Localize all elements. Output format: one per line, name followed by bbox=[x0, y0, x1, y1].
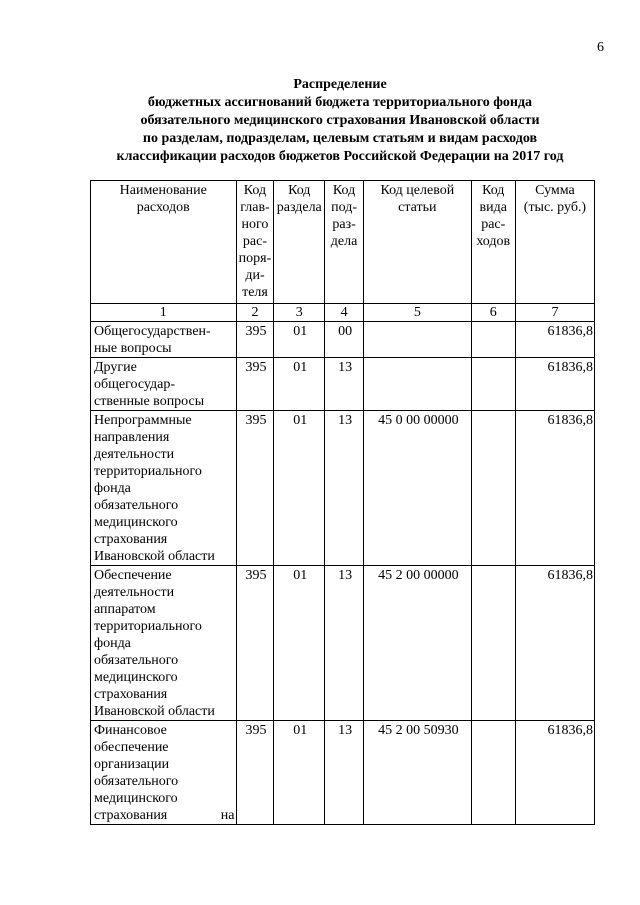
section-code-cell: 01 bbox=[274, 358, 325, 411]
amount-cell: 61836,8 bbox=[515, 358, 594, 411]
page-number: 6 bbox=[597, 40, 604, 55]
expense-type-cell bbox=[471, 322, 515, 358]
section-code-cell: 01 bbox=[274, 721, 325, 825]
header-expense-type-code: Код вида рас- ходов bbox=[471, 181, 515, 304]
header-subsection-code: Код под- раз- дела bbox=[325, 181, 364, 304]
target-article-cell bbox=[364, 358, 472, 411]
subsection-code-cell: 13 bbox=[325, 566, 364, 721]
column-number: 2 bbox=[236, 304, 274, 322]
target-article-cell: 45 2 00 50930 bbox=[364, 721, 472, 825]
column-number: 7 bbox=[515, 304, 594, 322]
budget-allocation-table bbox=[90, 180, 595, 825]
target-article-cell: 45 0 00 00000 bbox=[364, 411, 472, 566]
column-number: 4 bbox=[325, 304, 364, 322]
subsection-code-cell: 00 bbox=[325, 322, 364, 358]
expense-name-cell: Общегосударствен- ные вопросы bbox=[91, 322, 237, 358]
expense-name-last-line: страхования на bbox=[94, 808, 235, 823]
expense-name-cell: Обеспечение деятельности аппаратом территориального фонда обязательного медицинского страхования Ивановской области bbox=[91, 566, 237, 721]
target-article-cell bbox=[364, 322, 472, 358]
amount-cell: 61836,8 bbox=[515, 411, 594, 566]
header-grbs-code: Код глав- ного рас- поря- ди- теля bbox=[236, 181, 274, 304]
amount-cell: 61836,8 bbox=[515, 566, 594, 721]
title-line: обязательного медицинского страхования Ивановской области bbox=[140, 113, 540, 128]
table-row bbox=[91, 358, 595, 411]
amount-cell: 61836,8 bbox=[515, 322, 594, 358]
expense-name-cell bbox=[91, 721, 237, 825]
target-article-cell: 45 2 00 00000 bbox=[364, 566, 472, 721]
header-section-code: Код раздела bbox=[274, 181, 325, 304]
table-row bbox=[91, 566, 595, 721]
column-number: 5 bbox=[364, 304, 472, 322]
amount-cell: 61836,8 bbox=[515, 721, 594, 825]
table-row bbox=[91, 322, 595, 358]
expense-name-text: Финансовое обеспечение организации обязательного медицинского bbox=[94, 723, 179, 806]
subsection-code-cell: 13 bbox=[325, 411, 364, 566]
expense-type-cell bbox=[471, 566, 515, 721]
expense-type-cell bbox=[471, 358, 515, 411]
expense-type-cell bbox=[471, 721, 515, 825]
section-code-cell: 01 bbox=[274, 411, 325, 566]
header-expense-name: Наименование расходов bbox=[91, 181, 237, 304]
column-number-row bbox=[91, 304, 595, 322]
grbs-code-cell: 395 bbox=[236, 322, 274, 358]
column-number: 1 bbox=[91, 304, 237, 322]
header-target-article-code: Код целевой статьи bbox=[364, 181, 472, 304]
subsection-code-cell: 13 bbox=[325, 721, 364, 825]
table-row bbox=[91, 411, 595, 566]
document-title bbox=[60, 76, 620, 166]
column-number: 6 bbox=[471, 304, 515, 322]
expense-type-cell bbox=[471, 411, 515, 566]
table-row bbox=[91, 721, 595, 825]
title-line: по разделам, подразделам, целевым статьям и видам расходов bbox=[142, 131, 538, 146]
section-code-cell: 01 bbox=[274, 322, 325, 358]
grbs-code-cell: 395 bbox=[236, 721, 274, 825]
grbs-code-cell: 395 bbox=[236, 411, 274, 566]
title-line: классификации расходов бюджетов Российской Федерации на 2017 год bbox=[116, 149, 564, 164]
expense-name-cell: Непрограммные направления деятельности территориального фонда обязательного медицинского страхования Ивановской области bbox=[91, 411, 237, 566]
table-header-row bbox=[91, 181, 595, 304]
column-number: 3 bbox=[274, 304, 325, 322]
grbs-code-cell: 395 bbox=[236, 566, 274, 721]
expense-name-cell: Другие общегосудар- ственные вопросы bbox=[91, 358, 237, 411]
title-line: бюджетных ассигнований бюджета территориального фонда bbox=[147, 95, 533, 110]
section-code-cell: 01 bbox=[274, 566, 325, 721]
grbs-code-cell: 395 bbox=[236, 358, 274, 411]
subsection-code-cell: 13 bbox=[325, 358, 364, 411]
header-amount: Сумма (тыс. руб.) bbox=[515, 181, 594, 304]
title-line: Распределение bbox=[293, 77, 387, 92]
